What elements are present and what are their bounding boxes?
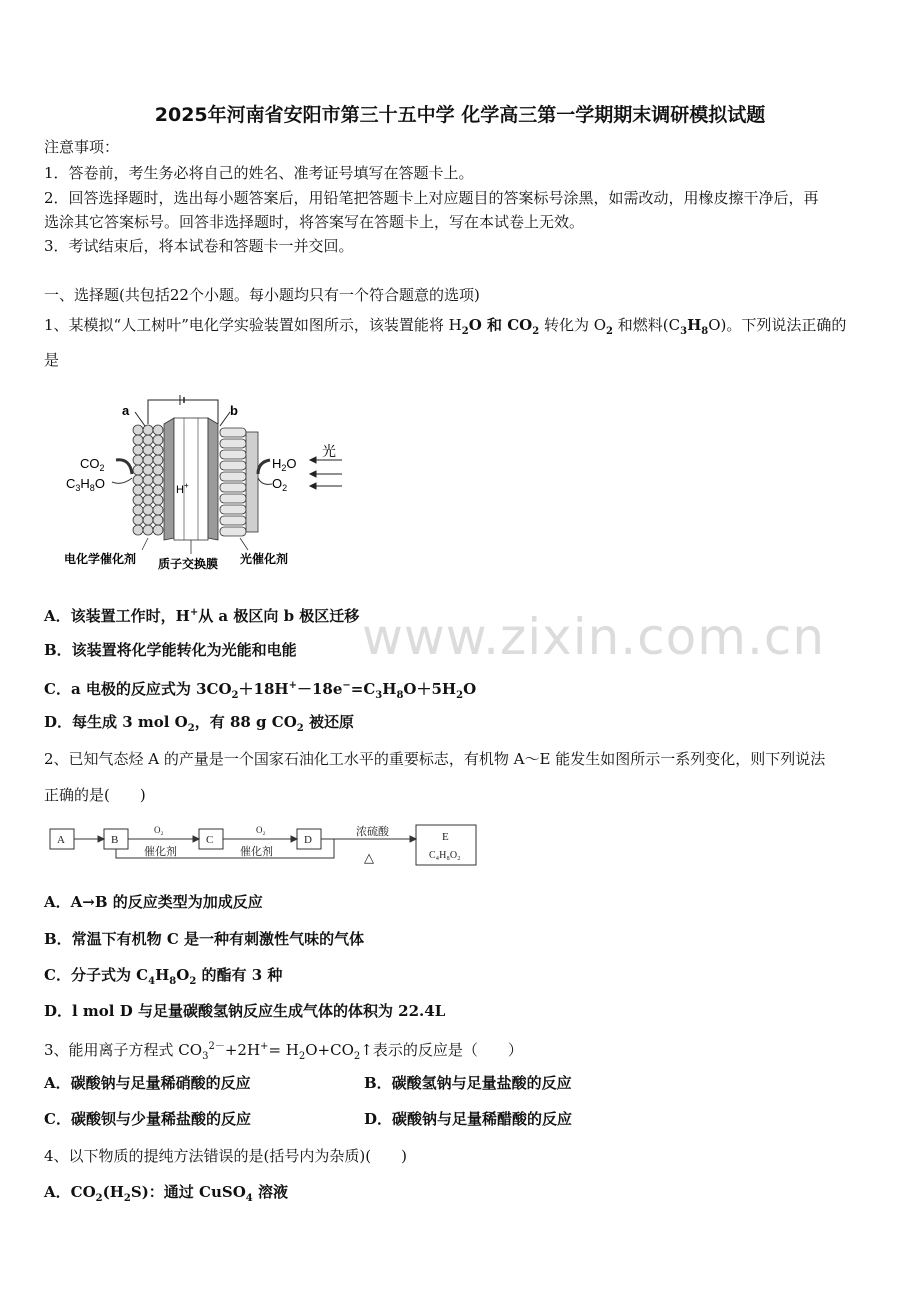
light-label: 光 [322,444,336,460]
photo-catalyst-label: 光催化剂 [240,552,289,566]
photo-catalyst-cells [220,428,258,536]
q1-stem-line1: 1、某模拟“人工树叶”电化学实验装置如图所示，该装置能将 $H_2O$ 和 $CO_2$ 转化为 $O_2$ 和燃料$(C_3H_8O)$。下列说法正确的 [44,316,847,337]
notes-heading: 注意事项： [44,138,120,156]
flow-node-c: C [206,834,214,846]
q2-option-c: C．分子式为 $C_4H_8O_2$ 的酯有 3 种 [44,966,283,987]
flow-o2-2: O₂ [256,825,266,835]
o2-label: $O_2$ [272,476,288,493]
flow-acid-label: 浓硫酸 [356,825,389,838]
electrochemical-catalyst-beads [133,425,163,535]
q2-stem-line2: 正确的是( ) [44,786,146,804]
notes-item-2b: 选涂其它答案标号。回答非选择题时，将答案写在答题卡上，写在本试卷上无效。 [44,213,585,231]
co2-label: $CO_2$ [80,456,105,473]
electrode-a-label: a [122,403,130,418]
q1-option-d: D．每生成 3 mol $O_2$，有 88 g $CO_2$ 被还原 [44,713,354,734]
q2-option-b: B．常温下有机物 C 是一种有刺激性气味的气体 [44,930,365,948]
q2-option-a: A．A→B 的反应类型为加成反应 [44,893,263,911]
q1-option-a: A．该装置工作时，H+从 a 极区向 b 极区迁移 [44,607,360,625]
q2-stem-line1: 2、已知气态烃 A 的产量是一个国家石油化工水平的重要标志，有机物 A～E 能发生如图所示一系列变化，则下列说法 [44,750,826,768]
flow-node-e: E [442,831,449,843]
q1-option-c: C．a 电极的反应式为 $3CO_2+18H^+-18e^-=C_3H_8O+5H_2O$ [44,680,477,701]
q1-option-b: B．该装置将化学能转化为光能和电能 [44,641,297,659]
electrode-b-label: b [230,403,238,418]
artificial-leaf-diagram [60,388,350,573]
c3h8o-label: $C_3H_8O$ [66,476,105,493]
h2o-label: $H_2O$ [272,456,297,473]
notes-item-3: 3．考试结束后，将本试卷和答题卡一并交回。 [44,237,354,255]
q3-option-c: C．碳酸钡与少量稀盐酸的反应 [44,1110,251,1128]
q3-stem: 3、能用离子方程式 $CO_3^{2-}+2H^+=$ $H_2O+CO_2↑$表示的反应是（ ） [44,1041,523,1062]
flow-o2-1: O₂ [154,825,164,835]
flow-node-a: A [57,834,65,846]
q4-stem: 4、以下物质的提纯方法错误的是(括号内为杂质)( ) [44,1147,407,1165]
q3-option-a: A．碳酸钠与足量稀硝酸的反应 [44,1074,251,1092]
flow-catalyst-1: 催化剂 [144,845,177,858]
q3-option-d: D．碳酸钠与足量稀醋酸的反应 [364,1110,573,1128]
notes-item-1: 1．答卷前，考生务必将自己的姓名、准考证号填写在答题卡上。 [44,164,474,182]
watermark: www.zixin.com.cn [362,608,826,666]
q4-option-a: A．$CO_2(H_2S)$：通过 CuSO$_4$ 溶液 [44,1183,288,1204]
q3-option-b: B．碳酸氢钠与足量盐酸的反应 [364,1074,572,1092]
flow-heat-symbol: △ [364,850,374,865]
q2-option-d: D．l mol D 与足量碳酸氢钠反应生成气体的体积为 22.4L [44,1002,446,1020]
hplus-label: H+ [176,481,189,496]
reaction-flowchart [44,820,484,870]
q1-stem-line2: 是 [44,351,60,369]
flow-node-e-formula: C₄H₈O₂ [429,850,461,861]
proton-membrane-label: 质子交换膜 [158,557,219,571]
electrochemical-catalyst-label: 电化学催化剂 [64,552,137,566]
notes-item-2a: 2．回答选择题时，选出每小题答案后，用铅笔把答题卡上对应题目的答案标号涂黑，如需改动，用橡皮擦干净后，再 [44,189,819,207]
flow-node-d: D [304,834,312,846]
flow-catalyst-2: 催化剂 [240,845,273,858]
section-heading: 一、选择题(共包括22个小题。每小题均只有一个符合题意的选项) [44,286,480,304]
flow-node-b: B [111,834,119,846]
page-title: 2025年河南省安阳市第三十五中学 化学高三第一学期期末调研模拟试题 [154,104,766,126]
light-arrows [310,457,342,489]
